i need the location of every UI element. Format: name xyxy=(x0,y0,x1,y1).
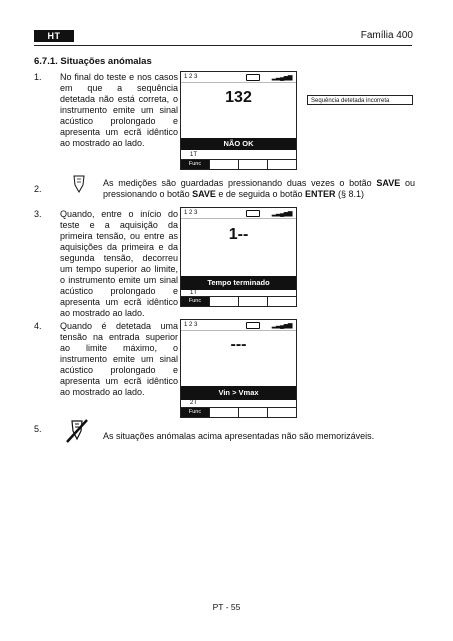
battery-icon xyxy=(246,210,260,217)
save-key-label: SAVE xyxy=(192,189,216,199)
save-key-label: SAVE xyxy=(376,178,401,188)
header-divider xyxy=(34,45,412,46)
item-number: 2. xyxy=(34,184,42,194)
signal-icon: ▂▃▄▅▆ xyxy=(271,211,292,217)
item-text: Quando, entre o início do teste e a aquisição da primeira tensão, ou entre as aquisições da primeira e da segunda tensão, decorreu um tempo superior ao limite, o instrumento emite um sinal acústico prolongado e apresenta um ecrã idêntico ao mostrado ao lado. xyxy=(60,209,178,318)
brand-logo: HT xyxy=(34,30,74,42)
func-key: Func xyxy=(181,160,209,169)
item-text: As situações anómalas acima apresentadas não são memorizáveis. xyxy=(103,431,375,441)
enter-key-label: ENTER xyxy=(305,189,336,199)
lcd-message: Vin > Vmax xyxy=(181,386,296,400)
lcd-value: 1-- xyxy=(228,226,249,243)
lcd-status-bar xyxy=(181,72,296,83)
lcd-mode: 1 2 3 xyxy=(184,322,198,328)
item-number: 1. xyxy=(34,72,42,82)
lcd-mode: 1 2 3 xyxy=(184,74,198,80)
func-key: Func xyxy=(181,297,209,306)
section-title: 6.7.1. Situações anómalas xyxy=(34,56,152,67)
func-key: Func xyxy=(181,408,209,417)
lcd-status-bar xyxy=(181,320,296,331)
lcd-function-row xyxy=(181,159,296,169)
lcd-message: NÃO OK xyxy=(181,138,296,150)
item-number: 3. xyxy=(34,209,42,219)
lcd-value: --- xyxy=(230,336,247,353)
header-title: Família 400 xyxy=(360,30,413,41)
callout-label: Sequência detetada incorreta xyxy=(307,95,413,105)
lcd-mode: 1 2 3 xyxy=(184,210,198,216)
battery-icon xyxy=(246,74,260,81)
lcd-screen-nok xyxy=(180,71,297,170)
item-number: 4. xyxy=(34,321,42,331)
item-text: Quando é detetada uma tensão na entrada superior ao limite máximo, o instrumento emite um sinal acústico prolongado e apresenta um ecrã idêntico ao mostrado ao lado. xyxy=(60,321,178,397)
item-text: No final do teste e nos casos em que a sequência detetada não está correta, o instrumento emite um sinal acústico prolongado e apresenta um ecrã idêntico ao mostrado ao lado. xyxy=(60,72,178,148)
lcd-status-bar xyxy=(181,208,296,219)
item-number: 5. xyxy=(34,424,42,434)
page-number: PT - 55 xyxy=(212,602,241,612)
signal-icon: ▂▃▄▅▆ xyxy=(271,323,292,329)
lcd-screen-timeout xyxy=(180,207,297,307)
lcd-function-row xyxy=(181,296,296,306)
crossed-hand-icon xyxy=(64,418,90,444)
lcd-screen-overvoltage xyxy=(180,319,297,418)
lcd-sub-label: 2T xyxy=(190,400,198,406)
signal-icon: ▂▃▄▅▆ xyxy=(271,75,292,81)
lcd-value: 132 xyxy=(225,89,252,106)
item-text: As medições são guardadas pressionando duas vezes o botão SAVE ou pressionando o botão SAVE e de seguida o botão ENTER (§ 8.1) xyxy=(103,178,415,199)
battery-icon xyxy=(246,322,260,329)
lcd-message: Tempo terminado xyxy=(181,276,296,290)
hand-note-icon xyxy=(72,175,86,193)
lcd-sub-label: 1T xyxy=(190,290,198,296)
lcd-sub-label: 1T xyxy=(190,152,198,158)
lcd-function-row xyxy=(181,407,296,417)
